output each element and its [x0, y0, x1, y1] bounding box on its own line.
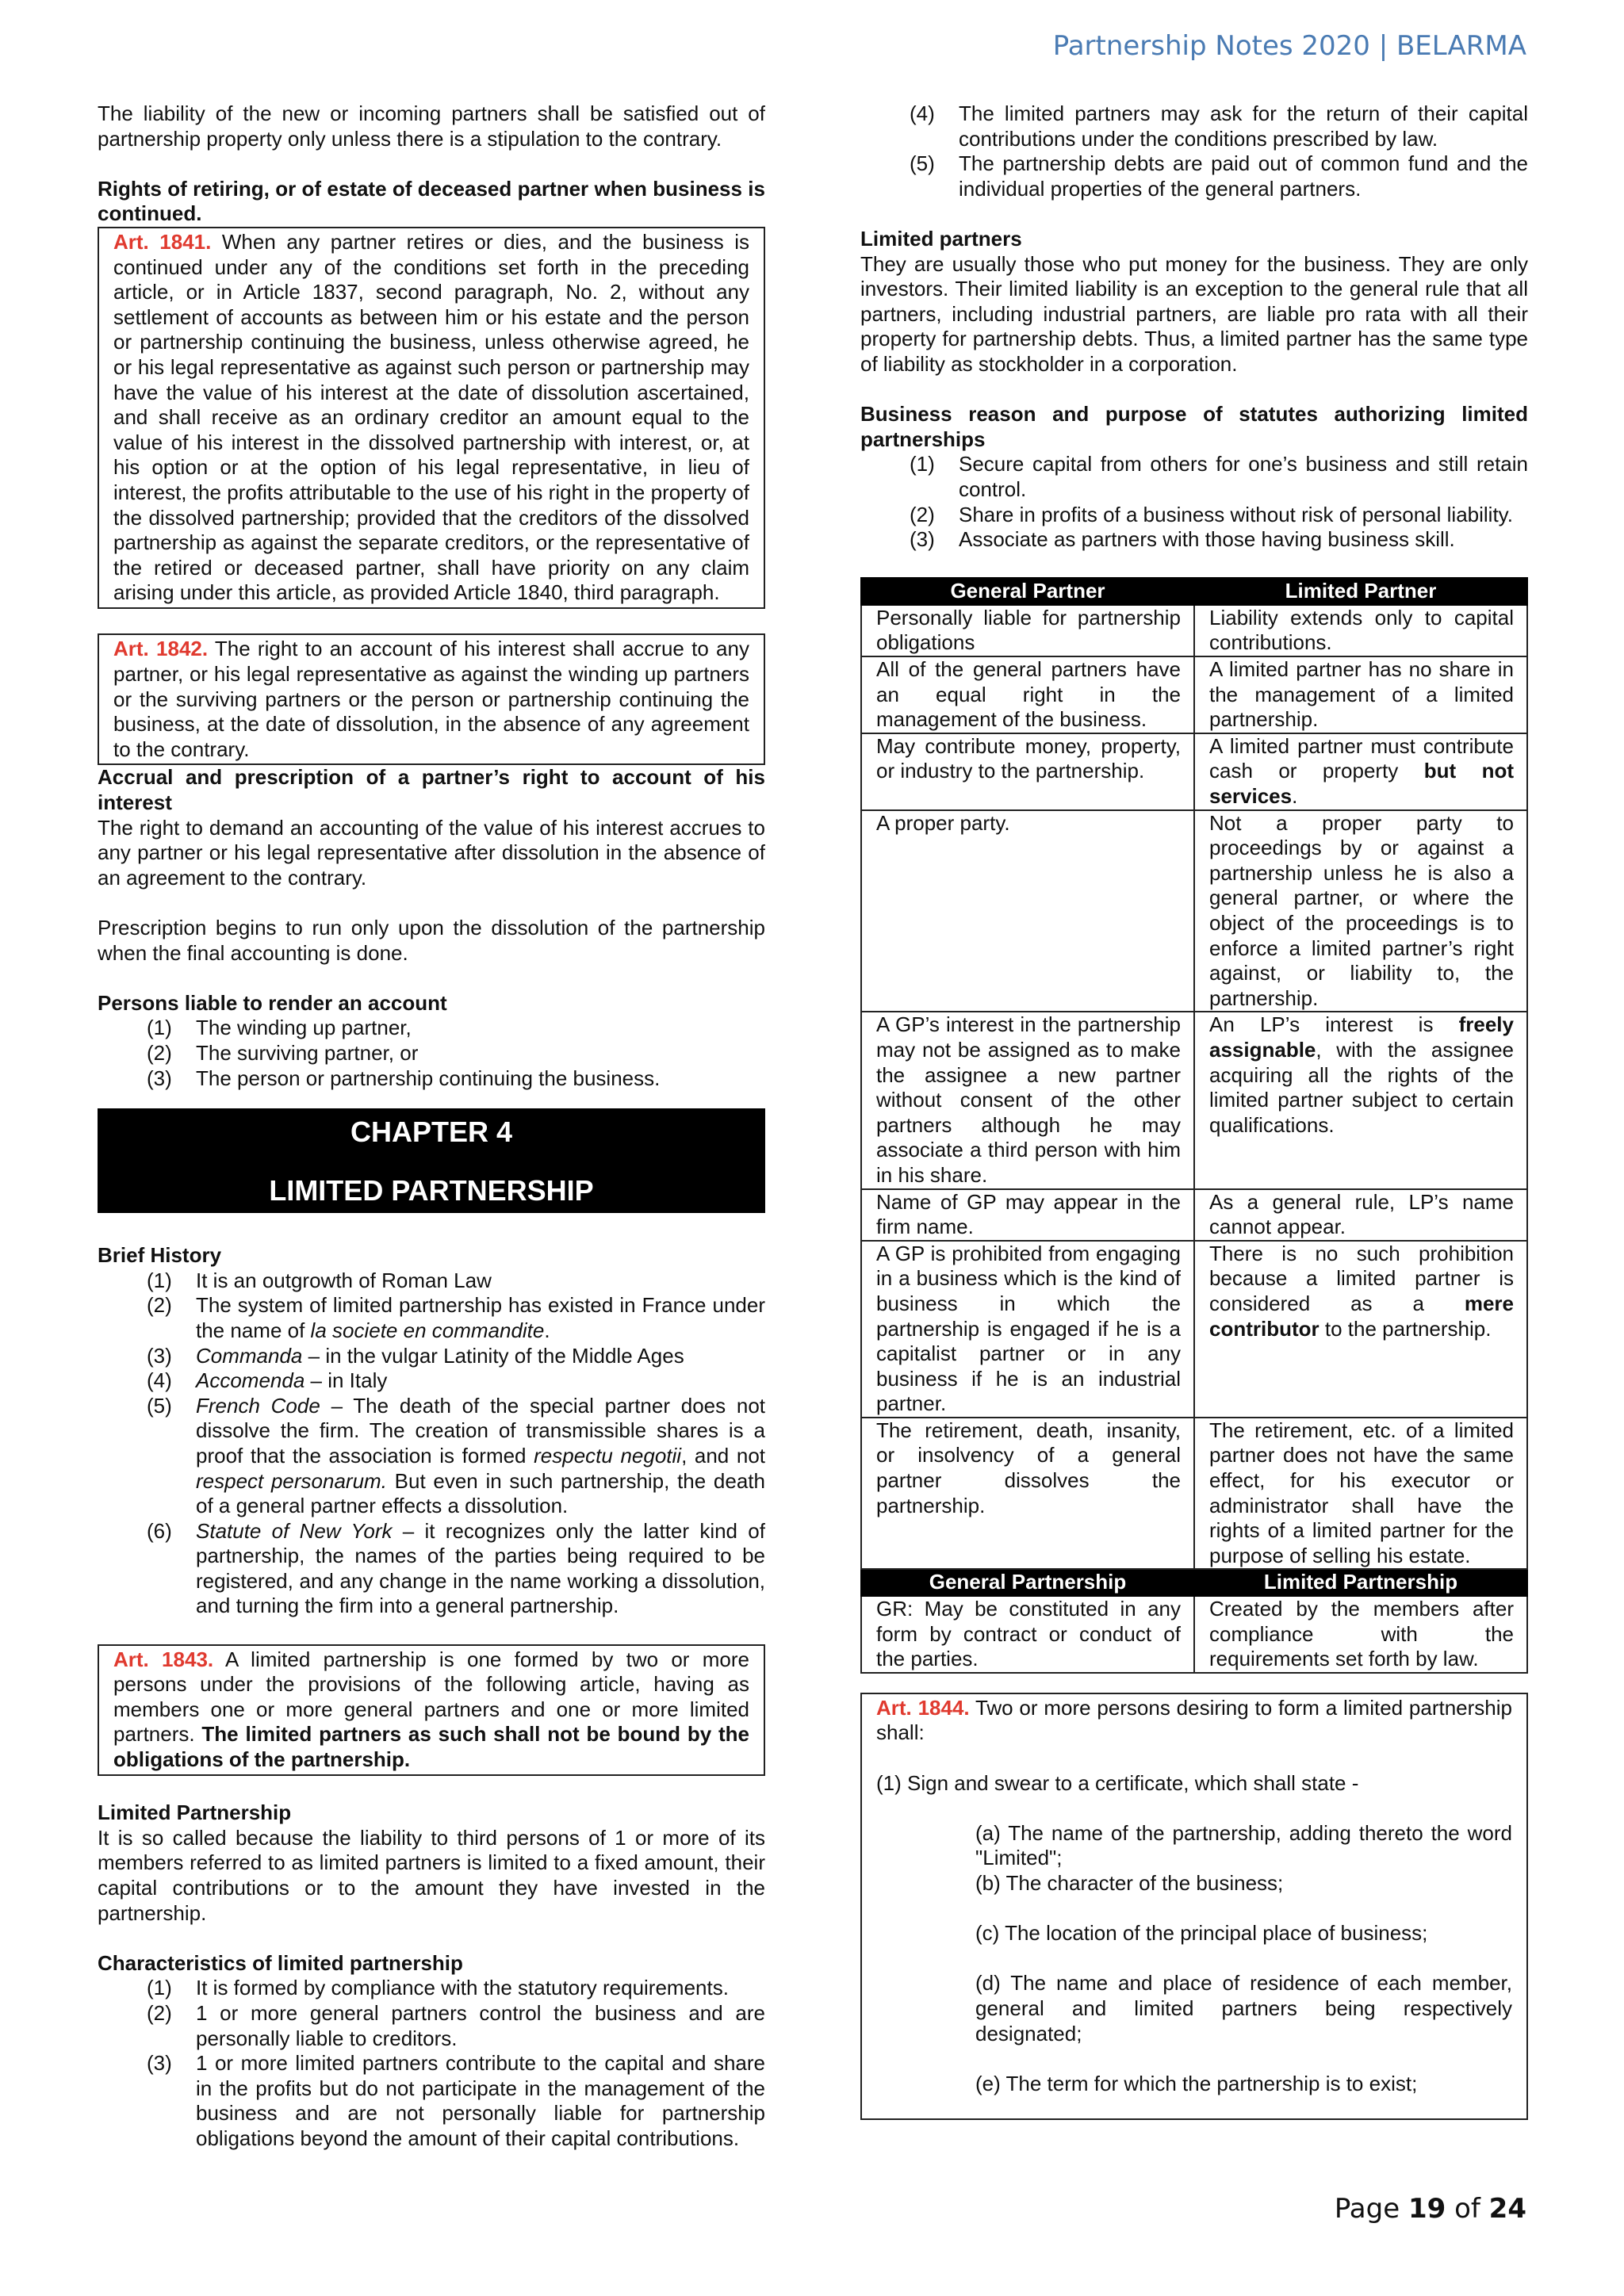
list-item: (3) Commanda – in the vulgar Latinity of the Middle Ages	[147, 1343, 684, 1368]
table-row	[861, 1012, 1527, 1188]
table-cell: Not a proper party to proceedings by or against a partnership unless he is also a general partner, or where the object of the proceedings is to enforce a limited partner’s right against, or liability to, the partnership.	[1194, 810, 1527, 1012]
table-row	[861, 1241, 1527, 1418]
table-header-row	[861, 578, 1527, 605]
characteristics-list	[98, 1976, 765, 2151]
table-cell: Liability extends only to capital contributions.	[1194, 605, 1527, 656]
brief-history-list	[98, 1269, 765, 1619]
table-cell: An LP’s interest is freely assignable, with the assignee acquiring all the rights of the limited partner subject to certain qualifications.	[1194, 1012, 1527, 1188]
page-footer	[1335, 2193, 1526, 2225]
incoming-partners-paragraph: The liability of the new or incoming partners shall be satisfied out of partnership property only unless there is a stipulation to the contrary.	[98, 101, 765, 151]
limited-partners-paragraph: They are usually those who put money for the business. They are only investors. Their limited liability is an exception to the general rule that all partners, including industrial partners, are liable pro rata with all their property for partnership debts. Thus, a limited partner has the same type of liability as stockholder in a corporation.	[860, 251, 1528, 376]
article-1843-box	[98, 1644, 765, 1776]
table-cell: A GP is prohibited from engaging in a business which is the kind of business in which the partnership is engaged if he is a capitalist partner or in any business if he is an industrial partner.	[861, 1241, 1194, 1418]
table-header-row	[861, 1569, 1527, 1596]
article-1842-box	[98, 633, 765, 765]
column-header-general-partner: General Partner	[861, 578, 1194, 605]
limited-partners-heading: Limited partners	[860, 226, 1022, 251]
list-item: (4) The limited partners may ask for the return of their capital contributions under the conditions prescribed by law.	[910, 101, 1528, 151]
page-number: 19	[1408, 2193, 1446, 2225]
article-1844-item-a: (a) The name of the partnership, adding thereto the word "Limited";	[975, 1820, 1512, 1870]
table-row	[861, 1189, 1527, 1241]
article-1841-text: When any partner retires or dies, and the business is continued under any of the conditions set forth in the preceding article, or in Article 1837, second paragraph, No. 2, without any settlement of accounts as between him or his estate and the person or partnership continuing the business, unless otherwise agreed, he or his legal representative as against such person or partnership may have the value of his interest at the date of dissolution ascertained, and shall receive as an ordinary creditor an amount equal to the value of his interest in the dissolved partnership with interest, or, at his option or at the option of his legal representative, in lieu of interest, the profits attributable to the use of his right in the property of the dissolved partnership; provided that the creditors of the dissolved partnership as against the separate creditors, or the representative of the retired or deceased partner, shall have priority on any claim arising under this article, as provided Article 1840, third paragraph.	[113, 229, 749, 605]
column-header-general-partnership: General Partnership	[861, 1569, 1194, 1596]
table-row	[861, 733, 1527, 810]
table-cell: As a general rule, LP’s name cannot appear.	[1194, 1189, 1527, 1241]
table-row	[861, 1418, 1527, 1570]
limited-partnership-paragraph: It is so called because the liability to third persons of 1 or more of its members referred to as limited partners is limited to a fixed amount, their capital contributions or to the amount they have invested in the partnership.	[98, 1825, 765, 1925]
list-item: (3) The person or partnership continuing the business.	[147, 1066, 661, 1090]
list-item: (1) It is an outgrowth of Roman Law	[147, 1268, 492, 1292]
page-of: of	[1446, 2193, 1489, 2225]
list-item: (2) The surviving partner, or	[147, 1040, 419, 1065]
characteristics-list-continued	[860, 101, 1528, 201]
list-item: (3) 1 or more limited partners contribute to the capital and share in the profits but do not participate in the management of the business and are not personally liable for partnership obligations beyond the amount of their capital contributions.	[147, 2051, 765, 2150]
comparison-table	[860, 577, 1528, 1674]
table-cell: GR: May be constituted in any form by contract or conduct of the parties.	[861, 1596, 1194, 1673]
article-1843-text: A limited partnership is one formed by two or more persons under the provisions of the following article, having as members one or more general partners and one or more limited partners.	[113, 1647, 749, 1747]
left-column	[98, 101, 765, 2152]
table-cell: Personally liable for partnership obligations	[861, 605, 1194, 656]
list-item: (2) The system of limited partnership has existed in France under the name of la societe en commandite.	[147, 1293, 765, 1342]
table-cell: All of the general partners have an equal right in the management of the business.	[861, 656, 1194, 733]
column-header-limited-partnership: Limited Partnership	[1194, 1569, 1527, 1596]
column-header-limited-partner: Limited Partner	[1194, 578, 1527, 605]
list-item: (5) The partnership debts are paid out of common fund and the individual properties of the general partners.	[910, 151, 1528, 201]
accrual-paragraph: The right to demand an accounting of the value of his interest accrues to any partner or his legal representative after dissolution in the absence of an agreement to the contrary.	[98, 815, 765, 890]
right-column	[860, 101, 1528, 2120]
article-1841-box	[98, 227, 765, 609]
table-cell: A GP’s interest in the partnership may not be assigned as to make the assignee a new partner without consent of the other partners although he may associate a third person with him in his share.	[861, 1012, 1194, 1188]
table-cell: A proper party.	[861, 810, 1194, 1012]
article-1844-box	[860, 1693, 1528, 2121]
table-cell: May contribute money, property, or industry to the partnership.	[861, 733, 1194, 810]
table-cell: The retirement, etc. of a limited partner does not have the same effect, for his executor or administrator shall have the rights of a limited partner for the purpose of selling his estate.	[1194, 1418, 1527, 1570]
chapter-title: LIMITED PARTNERSHIP	[269, 1174, 594, 1207]
table-cell: The retirement, death, insanity, or insolvency of a general partner dissolves the partnership.	[861, 1418, 1194, 1570]
page-header: Partnership Notes 2020 | BELARMA	[1052, 30, 1526, 62]
list-item: (1) Secure capital from others for one’s business and still retain control.	[910, 452, 1528, 501]
table-cell: A limited partner must contribute cash or property but not services.	[1194, 733, 1527, 810]
rights-retiring-heading: Rights of retiring, or of estate of deceased partner when business is continued.	[98, 176, 765, 226]
list-item: (1) It is formed by compliance with the statutory requirements.	[147, 1976, 729, 2000]
business-reason-heading: Business reason and purpose of statutes authorizing limited partnerships	[860, 402, 1528, 451]
article-1844-sign: (1) Sign and swear to a certificate, which shall state -	[876, 1770, 1359, 1795]
accrual-heading: Accrual and prescription of a partner’s right to account of his interest	[98, 765, 765, 815]
chapter-banner	[98, 1108, 765, 1213]
persons-liable-list	[98, 1016, 765, 1091]
list-item: (1) The winding up partner,	[147, 1016, 412, 1040]
article-1842-ref: Art. 1842.	[113, 637, 209, 661]
article-1843-bold: The limited partners as such shall not be bound by the obligations of the partnership.	[113, 1722, 749, 1772]
page-total: 24	[1488, 2193, 1526, 2225]
persons-liable-heading: Persons liable to render an account	[98, 990, 447, 1015]
table-cell: A limited partner has no share in the management of a limited partnership.	[1194, 656, 1527, 733]
business-reason-list	[860, 452, 1528, 552]
table-cell: Created by the members after compliance with the requirements set forth by law.	[1194, 1596, 1527, 1673]
list-item: (3) Associate as partners with those having business skill.	[910, 527, 1455, 552]
table-cell: Name of GP may appear in the firm name.	[861, 1189, 1194, 1241]
article-1841-ref: Art. 1841.	[113, 229, 212, 254]
article-1844-item-b: (b) The character of the business;	[975, 1870, 1284, 1895]
list-item: (4) Accomenda – in Italy	[147, 1368, 388, 1393]
article-1844-item-c: (c) The location of the principal place of business;	[975, 1921, 1428, 1946]
list-item: (2) 1 or more general partners control the business and are personally liable to creditors.	[147, 2000, 765, 2050]
article-1844-ref: Art. 1844.	[876, 1695, 970, 1720]
page-label: Page	[1334, 2193, 1408, 2225]
article-1843-ref: Art. 1843.	[113, 1647, 214, 1671]
limited-partnership-heading: Limited Partnership	[98, 1800, 292, 1825]
table-row	[861, 605, 1527, 656]
list-item: (5) French Code – The death of the special partner does not dissolve the firm. The creation of transmissible shares is a proof that the association is formed respectu negotii, and not respect personarum. But even in such partnership, the death of a general partner effects a dissolution.	[147, 1393, 765, 1518]
article-1844-item-d: (d) The name and place of residence of each member, general and limited partners being respectively designated;	[975, 1971, 1512, 2045]
characteristics-heading: Characteristics of limited partnership	[98, 1950, 463, 1975]
table-row	[861, 810, 1527, 1012]
chapter-number: CHAPTER 4	[350, 1115, 513, 1149]
table-row	[861, 656, 1527, 733]
article-1844-text: Two or more persons desiring to form a limited partnership shall:	[876, 1695, 1512, 1745]
table-cell: There is no such prohibition because a limited partner is considered as a mere contributor to the partnership.	[1194, 1241, 1527, 1418]
table-row	[861, 1596, 1527, 1673]
brief-history-heading: Brief History	[98, 1243, 222, 1268]
article-1844-item-e: (e) The term for which the partnership is to exist;	[975, 2071, 1418, 2095]
article-1842-text: The right to an account of his interest shall accrue to any partner, or his legal representative as against the winding up partners or the surviving partners or the person or partnership continuing the business, at the date of dissolution, in the absence of any agreement to the contrary.	[113, 637, 749, 761]
prescription-paragraph: Prescription begins to run only upon the dissolution of the partnership when the final accounting is done.	[98, 916, 765, 965]
list-item: (2) Share in profits of a business without risk of personal liability.	[910, 502, 1513, 526]
list-item: (6) Statute of New York – it recognizes only the latter kind of partnership, the names of the parties being required to be registered, and any change in the name working a dissolution, and turning the firm into a general partnership.	[147, 1518, 765, 1618]
